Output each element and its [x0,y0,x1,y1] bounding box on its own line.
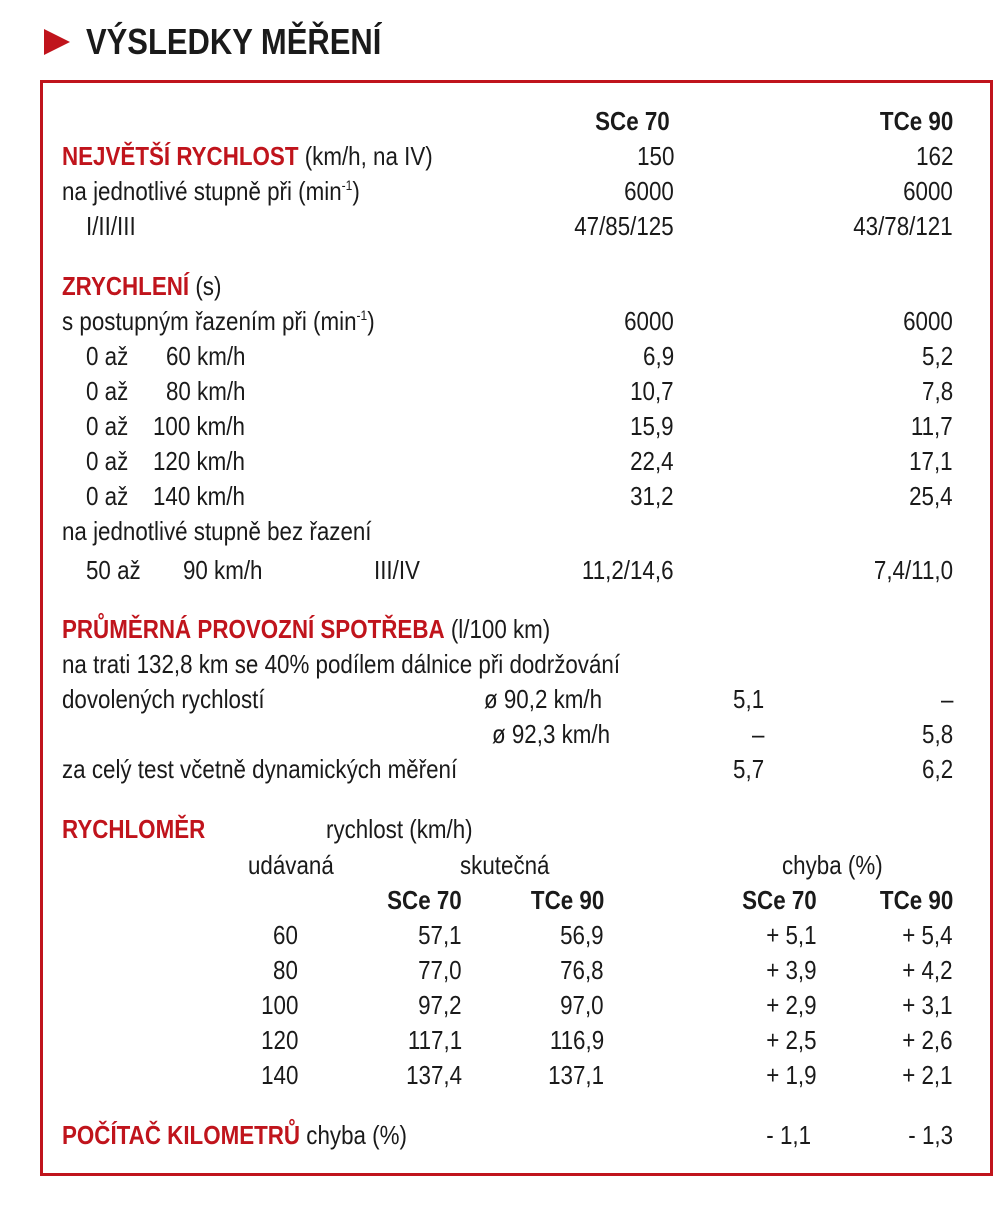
consumption-speed1: ø 90,2 km/h [484,684,603,714]
speedo-row-error-sce70: + 2,5 [766,1025,817,1055]
accel-row-from: 0 až [86,481,129,511]
col-header-tce90: TCe 90 [879,106,953,136]
speedo-row-actual-sce70: 137,4 [406,1060,462,1090]
accel-row-tce90: 5,2 [921,341,953,371]
accel-shift-sup: -1 [356,307,368,323]
speedo-row-actual-sce70: 97,2 [418,990,462,1020]
speedo-row-actual-tce90: 56,9 [560,920,604,950]
gears-tce90: 43/78/121 [853,211,953,241]
speedo-row-error-tce90: + 4,2 [902,955,953,985]
accel-rpm-sce70: 6000 [624,306,674,336]
speedo-actual-label: skutečná [460,850,550,880]
accel-row-to: 140 km/h [153,481,245,511]
gear-speed-sup: -1 [341,177,353,193]
speedo-col-actual-tce90: TCe 90 [530,885,604,915]
speedo-row-error-sce70: + 5,1 [766,920,817,950]
consumption-speed2-tce90: 5,8 [921,719,953,749]
accel-title: ZRYCHLENÍ [62,271,190,301]
gear-rpm-sce70: 6000 [624,176,674,206]
odometer-tce90: - 1,3 [908,1120,953,1150]
accel-shift-label-text: s postupným řazením při (min [62,306,357,336]
accel-row-from: 0 až [86,411,129,441]
speedo-row-actual-sce70: 57,1 [418,920,462,950]
speedo-row-error-sce70: + 3,9 [766,955,817,985]
odometer-title: POČÍTAČ KILOMETRŮ [62,1120,301,1150]
speedo-row-indicated: 140 [260,1060,298,1090]
speedo-row-indicated: 80 [273,955,298,985]
accel-shift-close: ) [367,306,375,336]
accel-shift-label [62,304,375,338]
odometer-unit: chyba (%) [306,1120,407,1150]
speedo-row-indicated: 120 [260,1025,298,1055]
speedo-col-actual-sce70: SCe 70 [387,885,462,915]
speedo-indicated-label: udávaná [248,850,334,880]
accel-row-sce70: 15,9 [630,411,674,441]
speedo-row-error-tce90: + 3,1 [902,990,953,1020]
speedo-row-error-tce90: + 2,1 [902,1060,953,1090]
consumption-heading [62,612,550,646]
accel-row-from: 0 až [86,446,129,476]
speedo-row-indicated: 60 [273,920,298,950]
consumption-total-tce90: 6,2 [921,754,953,784]
consumption-speed1-tce90: – [940,684,953,714]
noshift-sce70: 11,2/14,6 [582,555,674,585]
consumption-speed1-sce70: 5,1 [732,684,764,714]
speedo-row-error-sce70: + 1,9 [766,1060,817,1090]
speedo-col-error-sce70: SCe 70 [742,885,817,915]
noshift-to: 90 km/h [182,555,262,585]
accel-row-tce90: 17,1 [909,446,953,476]
gear-speed-label [62,174,360,208]
speedo-title: RYCHLOMĚR [62,814,206,844]
accel-row-sce70: 31,2 [630,481,674,511]
speedo-row-indicated: 100 [260,990,298,1020]
accel-row-to: 80 km/h [165,376,245,406]
accel-row-tce90: 25,4 [909,481,953,511]
consumption-title: PRŮMĚRNÁ PROVOZNÍ SPOTŘEBA [62,614,445,644]
consumption-total-sce70: 5,7 [732,754,764,784]
section-header [44,18,429,66]
odometer-sce70: - 1,1 [766,1120,811,1150]
consumption-total-label: za celý test včetně dynamických měření [62,754,458,784]
speedo-row-error-tce90: + 5,4 [902,920,953,950]
accel-row-tce90: 7,8 [921,376,953,406]
consumption-speed2: ø 92,3 km/h [492,719,611,749]
gear-speed-close: ) [352,176,360,206]
max-speed-heading [62,139,433,173]
page-title: VÝSLEDKY MĚŘENÍ [86,21,382,62]
noshift-tce90: 7,4/11,0 [873,555,953,585]
accel-rpm-tce90: 6000 [903,306,953,336]
max-speed-tce90: 162 [915,141,953,171]
triangle-bullet-icon [44,29,70,55]
accel-heading [62,269,221,303]
accel-row-from: 0 až [86,376,129,406]
max-speed-sce70: 150 [636,141,674,171]
col-header-sce70: SCe 70 [595,106,670,136]
accel-row-to: 60 km/h [165,341,245,371]
speedo-row-actual-sce70: 117,1 [407,1025,462,1055]
consumption-unit: (l/100 km) [450,614,551,644]
speedo-row-actual-tce90: 116,9 [549,1025,604,1055]
accel-row-to: 100 km/h [153,411,245,441]
consumption-speed2-sce70: – [751,719,764,749]
odometer-heading [62,1118,407,1152]
gear-speed-label-text: na jednotlivé stupně při (min [62,176,342,206]
speedo-row-actual-tce90: 137,1 [548,1060,604,1090]
gears-label: I/II/III [86,211,136,241]
accel-row-sce70: 22,4 [630,446,674,476]
speedo-error-label: chyba (%) [782,850,883,880]
speedo-row-error-sce70: + 2,9 [766,990,817,1020]
noshift-label: na jednotlivé stupně bez řazení [62,516,372,546]
speedo-row-error-tce90: + 2,6 [902,1025,953,1055]
max-speed-unit: (km/h, na IV) [304,141,433,171]
gear-rpm-tce90: 6000 [903,176,953,206]
accel-unit: (s) [195,271,222,301]
consumption-line1: na trati 132,8 km se 40% podílem dálnice při dodržování [62,649,621,679]
accel-row-from: 0 až [86,341,129,371]
speedo-row-actual-tce90: 76,8 [560,955,604,985]
speedo-speed-label: rychlost (km/h) [326,814,473,844]
gears-sce70: 47/85/125 [574,211,674,241]
accel-row-tce90: 11,7 [911,411,953,441]
accel-row-to: 120 km/h [153,446,245,476]
speedo-row-actual-sce70: 77,0 [418,955,462,985]
accel-row-sce70: 10,7 [630,376,674,406]
consumption-line2: dovolených rychlostí [62,684,265,714]
noshift-gear: III/IV [374,555,420,585]
accel-row-sce70: 6,9 [642,341,674,371]
speedo-row-actual-tce90: 97,0 [560,990,604,1020]
noshift-from: 50 až [86,555,141,585]
max-speed-title: NEJVĚTŠÍ RYCHLOST [62,141,299,171]
speedo-col-error-tce90: TCe 90 [879,885,953,915]
